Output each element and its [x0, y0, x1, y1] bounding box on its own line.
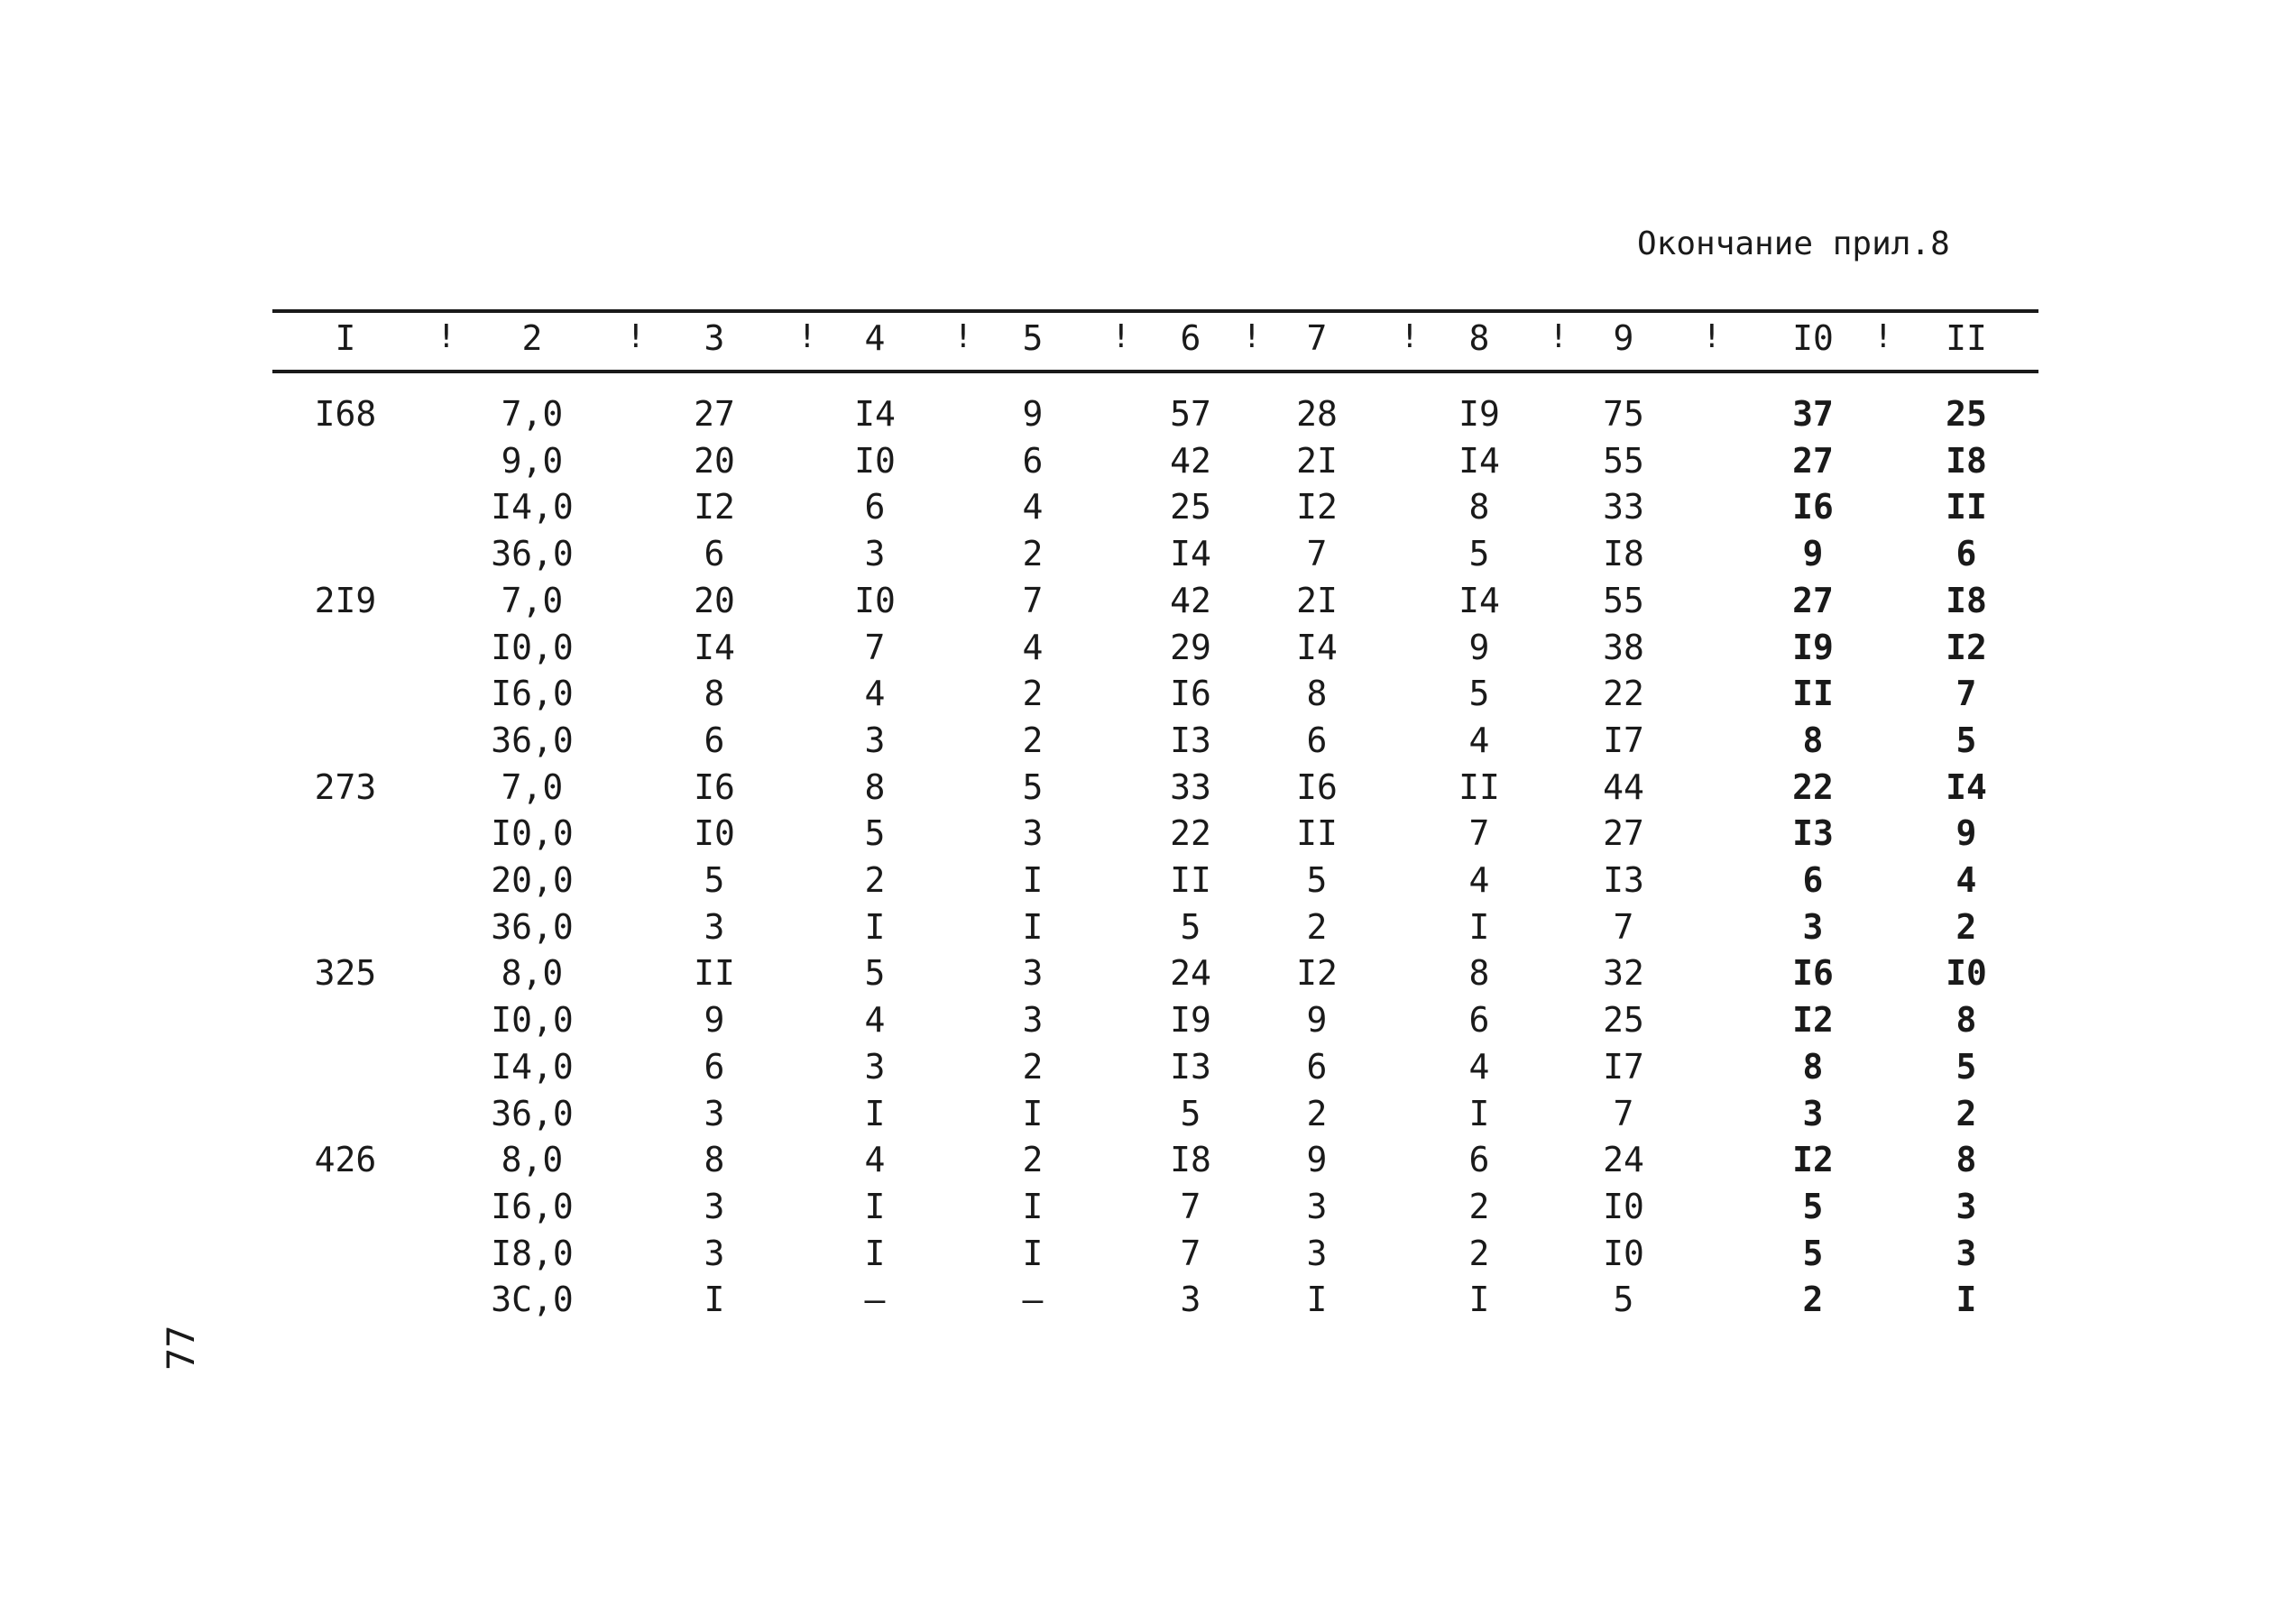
table-cell: I8	[1603, 534, 1644, 573]
table-cell: 5	[1468, 674, 1490, 713]
table-cell: 4	[864, 1000, 886, 1040]
table-cell: I	[864, 1234, 886, 1273]
table-cell: 426	[314, 1140, 377, 1179]
table-cell: 5	[1180, 1094, 1201, 1133]
table-cell: 7,0	[501, 394, 564, 434]
table-cell: I0	[1946, 953, 1987, 993]
table-cell: II	[1458, 767, 1500, 807]
table-cell: 25	[1946, 394, 1987, 434]
table-cell: 27	[1792, 581, 1834, 620]
column-header: 7	[1306, 318, 1328, 358]
table-cell: 36,0	[491, 1094, 574, 1133]
table-cell: I	[704, 1280, 725, 1319]
table-cell: 3	[1180, 1280, 1201, 1319]
table-cell: 2	[1022, 674, 1044, 713]
column-header: I0	[1792, 318, 1834, 358]
table-cell: 8	[864, 767, 886, 807]
table-cell: 5	[864, 813, 886, 853]
table-cell: 9	[1468, 628, 1490, 667]
table-cell: 44	[1603, 767, 1644, 807]
table-cell: 2	[1022, 534, 1044, 573]
table-header-rule	[272, 370, 2038, 373]
table-cell: I9	[1170, 1000, 1211, 1040]
table-cell: –	[1022, 1280, 1044, 1319]
table-cell: 3	[1955, 1187, 1977, 1226]
table-cell: I4	[1458, 581, 1500, 620]
table-cell: I8	[1946, 441, 1987, 481]
table-cell: I3	[1792, 813, 1834, 853]
table-cell: 7	[1180, 1234, 1201, 1273]
table-cell: 3	[1306, 1234, 1328, 1273]
table-cell: I3	[1603, 860, 1644, 900]
table-cell: I2	[694, 487, 735, 527]
table-caption: Окончание прил.8	[1637, 225, 1950, 262]
table-cell: 5	[1306, 860, 1328, 900]
table-cell: I0	[1603, 1234, 1644, 1273]
table-cell: 36,0	[491, 720, 574, 760]
table-cell: 42	[1170, 581, 1211, 620]
column-header: 6	[1180, 318, 1201, 358]
table-top-rule	[272, 309, 2038, 313]
table-cell: 4	[864, 674, 886, 713]
column-header: 4	[864, 318, 886, 358]
table-cell: 3	[864, 720, 886, 760]
table-cell: 20	[694, 581, 735, 620]
table-cell: I0,0	[491, 628, 574, 667]
table-cell: 4	[1468, 720, 1490, 760]
table-cell: –	[864, 1280, 886, 1319]
table-cell: I8	[1170, 1140, 1211, 1179]
table-cell: I8,0	[491, 1234, 574, 1273]
table-cell: II	[1170, 860, 1211, 900]
table-cell: I7	[1603, 1047, 1644, 1087]
table-cell: 3	[1955, 1234, 1977, 1273]
table-cell: 3	[1802, 1094, 1824, 1133]
table-cell: 22	[1170, 813, 1211, 853]
table-cell: 3	[1022, 1000, 1044, 1040]
table-cell: I0,0	[491, 1000, 574, 1040]
table-cell: 55	[1603, 581, 1644, 620]
table-cell: 7	[1022, 581, 1044, 620]
column-separator: !	[1702, 318, 1722, 355]
table-cell: 6	[1468, 1000, 1490, 1040]
table-cell: 8	[1802, 720, 1824, 760]
table-cell: 2	[1955, 907, 1977, 947]
table-cell: 6	[704, 534, 725, 573]
table-cell: 2	[864, 860, 886, 900]
table-cell: I	[864, 907, 886, 947]
column-header: 5	[1022, 318, 1044, 358]
table-cell: I	[1955, 1280, 1977, 1319]
table-cell: 38	[1603, 628, 1644, 667]
column-separator: !	[437, 318, 456, 355]
table-cell: I4,0	[491, 487, 574, 527]
column-separator: !	[1549, 318, 1569, 355]
column-separator: !	[797, 318, 817, 355]
table-cell: I	[1468, 907, 1490, 947]
table-cell: I3	[1170, 1047, 1211, 1087]
table-cell: I6	[694, 767, 735, 807]
table-cell: I	[864, 1187, 886, 1226]
table-cell: 6	[704, 1047, 725, 1087]
table-cell: 27	[1792, 441, 1834, 481]
column-separator: !	[626, 318, 646, 355]
table-cell: 2	[1022, 720, 1044, 760]
table-cell: 22	[1603, 674, 1644, 713]
table-cell: 273	[314, 767, 377, 807]
table-cell: 2	[1022, 1140, 1044, 1179]
table-cell: 24	[1170, 953, 1211, 993]
table-cell: 36,0	[491, 534, 574, 573]
table-cell: I4	[1458, 441, 1500, 481]
table-cell: 5	[1802, 1187, 1824, 1226]
table-cell: I2	[1792, 1140, 1834, 1179]
table-cell: I	[1022, 907, 1044, 947]
table-cell: 8,0	[501, 1140, 564, 1179]
table-cell: 4	[1468, 1047, 1490, 1087]
table-cell: 4	[1022, 628, 1044, 667]
table-cell: 27	[1603, 813, 1644, 853]
table-cell: 3	[1802, 907, 1824, 947]
table-cell: I9	[1792, 628, 1834, 667]
table-cell: 2	[1306, 1094, 1328, 1133]
table-cell: 3	[864, 534, 886, 573]
table-cell: I6,0	[491, 1187, 574, 1226]
table-cell: 7	[1613, 1094, 1634, 1133]
table-cell: II	[1946, 487, 1987, 527]
table-cell: I0	[854, 581, 896, 620]
table-cell: I8	[1946, 581, 1987, 620]
table-cell: 29	[1170, 628, 1211, 667]
table-cell: 3	[1022, 953, 1044, 993]
table-cell: 2	[1468, 1187, 1490, 1226]
table-cell: 8	[704, 674, 725, 713]
column-header: 3	[704, 318, 725, 358]
table-cell: I3	[1170, 720, 1211, 760]
table-cell: I4	[1170, 534, 1211, 573]
table-cell: 27	[694, 394, 735, 434]
column-header: I	[335, 318, 356, 358]
table-cell: I0	[694, 813, 735, 853]
table-cell: I6	[1296, 767, 1338, 807]
table-cell: 33	[1170, 767, 1211, 807]
table-cell: 2	[1468, 1234, 1490, 1273]
table-cell: 7,0	[501, 767, 564, 807]
table-cell: 4	[864, 1140, 886, 1179]
table-cell: 7	[1306, 534, 1328, 573]
table-cell: I68	[314, 394, 377, 434]
table-cell: 9	[1306, 1140, 1328, 1179]
table-cell: 5	[864, 953, 886, 993]
table-cell: 8	[1955, 1000, 1977, 1040]
table-cell: I	[1022, 1234, 1044, 1273]
table-cell: 2	[1306, 907, 1328, 947]
table-cell: 2	[1802, 1280, 1824, 1319]
table-cell: 3	[1306, 1187, 1328, 1226]
table-cell: I6,0	[491, 674, 574, 713]
column-header: 9	[1613, 318, 1634, 358]
table-cell: 6	[1802, 860, 1824, 900]
table-cell: 7,0	[501, 581, 564, 620]
table-cell: 7	[1955, 674, 1977, 713]
table-cell: I0,0	[491, 813, 574, 853]
table-cell: II	[1792, 674, 1834, 713]
table-cell: I	[1022, 1187, 1044, 1226]
table-cell: 3	[704, 907, 725, 947]
table-cell: 9	[704, 1000, 725, 1040]
table-cell: 6	[1306, 1047, 1328, 1087]
table-cell: 8	[1306, 674, 1328, 713]
table-cell: 8	[704, 1140, 725, 1179]
table-cell: 4	[1022, 487, 1044, 527]
table-cell: 8,0	[501, 953, 564, 993]
table-cell: I2	[1296, 953, 1338, 993]
table-cell: 8	[1802, 1047, 1824, 1087]
table-cell: 5	[1802, 1234, 1824, 1273]
table-cell: 4	[1955, 860, 1977, 900]
table-cell: 20	[694, 441, 735, 481]
table-cell: 8	[1468, 487, 1490, 527]
table-cell: 2	[1955, 1094, 1977, 1133]
table-cell: 36,0	[491, 907, 574, 947]
table-cell: 9,0	[501, 441, 564, 481]
table-cell: 6	[864, 487, 886, 527]
table-cell: 4	[1468, 860, 1490, 900]
table-cell: 22	[1792, 767, 1834, 807]
table-cell: 5	[1022, 767, 1044, 807]
table-cell: II	[694, 953, 735, 993]
table-cell: 3	[704, 1094, 725, 1133]
table-cell: 8	[1955, 1140, 1977, 1179]
table-cell: 7	[864, 628, 886, 667]
table-cell: I	[1022, 1094, 1044, 1133]
page-number: 77	[159, 1325, 203, 1371]
table-cell: 6	[1306, 720, 1328, 760]
column-header: 8	[1468, 318, 1490, 358]
table-cell: I	[1468, 1094, 1490, 1133]
table-cell: 6	[1955, 534, 1977, 573]
table-cell: 25	[1170, 487, 1211, 527]
table-cell: I4	[694, 628, 735, 667]
table-cell: 5	[1613, 1280, 1634, 1319]
table-cell: 2I	[1296, 581, 1338, 620]
table-cell: 37	[1792, 394, 1834, 434]
column-header: II	[1946, 318, 1987, 358]
table-cell: I2	[1792, 1000, 1834, 1040]
column-separator: !	[953, 318, 973, 355]
table-cell: 6	[704, 720, 725, 760]
table-cell: 25	[1603, 1000, 1644, 1040]
table-cell: 3	[1022, 813, 1044, 853]
table-cell: 9	[1802, 534, 1824, 573]
table-cell: II	[1296, 813, 1338, 853]
table-cell: 33	[1603, 487, 1644, 527]
table-cell: 20,0	[491, 860, 574, 900]
table-cell: I	[1306, 1280, 1328, 1319]
table-cell: 5	[1180, 907, 1201, 947]
column-separator: !	[1111, 318, 1131, 355]
table-cell: 28	[1296, 394, 1338, 434]
table-cell: 7	[1180, 1187, 1201, 1226]
table-cell: I	[1468, 1280, 1490, 1319]
column-header: 2	[521, 318, 543, 358]
table-cell: 24	[1603, 1140, 1644, 1179]
table-cell: 75	[1603, 394, 1644, 434]
table-cell: I4	[1946, 767, 1987, 807]
table-cell: 7	[1613, 907, 1634, 947]
table-cell: 5	[1955, 720, 1977, 760]
table-cell: 32	[1603, 953, 1644, 993]
table-cell: I6	[1792, 487, 1834, 527]
table-cell: I9	[1458, 394, 1500, 434]
table-cell: 2	[1022, 1047, 1044, 1087]
table-cell: 5	[1955, 1047, 1977, 1087]
table-cell: 325	[314, 953, 377, 993]
table-cell: 3	[704, 1234, 725, 1273]
table-cell: I6	[1170, 674, 1211, 713]
table-cell: I	[1022, 860, 1044, 900]
table-cell: 7	[1468, 813, 1490, 853]
table-cell: 55	[1603, 441, 1644, 481]
table-cell: I6	[1792, 953, 1834, 993]
column-separator: !	[1873, 318, 1893, 355]
table-cell: 9	[1306, 1000, 1328, 1040]
table-cell: 42	[1170, 441, 1211, 481]
table-cell: I4	[1296, 628, 1338, 667]
table-cell: I4,0	[491, 1047, 574, 1087]
table-cell: I2	[1296, 487, 1338, 527]
table-cell: 6	[1468, 1140, 1490, 1179]
table-cell: 57	[1170, 394, 1211, 434]
table-cell: 2I	[1296, 441, 1338, 481]
table-cell: I	[864, 1094, 886, 1133]
table-cell: I7	[1603, 720, 1644, 760]
table-cell: 5	[1468, 534, 1490, 573]
table-cell: 9	[1022, 394, 1044, 434]
table-cell: 3C,0	[491, 1280, 574, 1319]
table-cell: I2	[1946, 628, 1987, 667]
table-cell: 9	[1955, 813, 1977, 853]
table-cell: I0	[1603, 1187, 1644, 1226]
table-cell: 3	[864, 1047, 886, 1087]
table-cell: 2I9	[314, 581, 377, 620]
table-cell: I0	[854, 441, 896, 481]
table-cell: I4	[854, 394, 896, 434]
table-cell: 6	[1022, 441, 1044, 481]
table-cell: 8	[1468, 953, 1490, 993]
column-separator: !	[1400, 318, 1420, 355]
table-cell: 3	[704, 1187, 725, 1226]
column-separator: !	[1242, 318, 1262, 355]
table-cell: 5	[704, 860, 725, 900]
